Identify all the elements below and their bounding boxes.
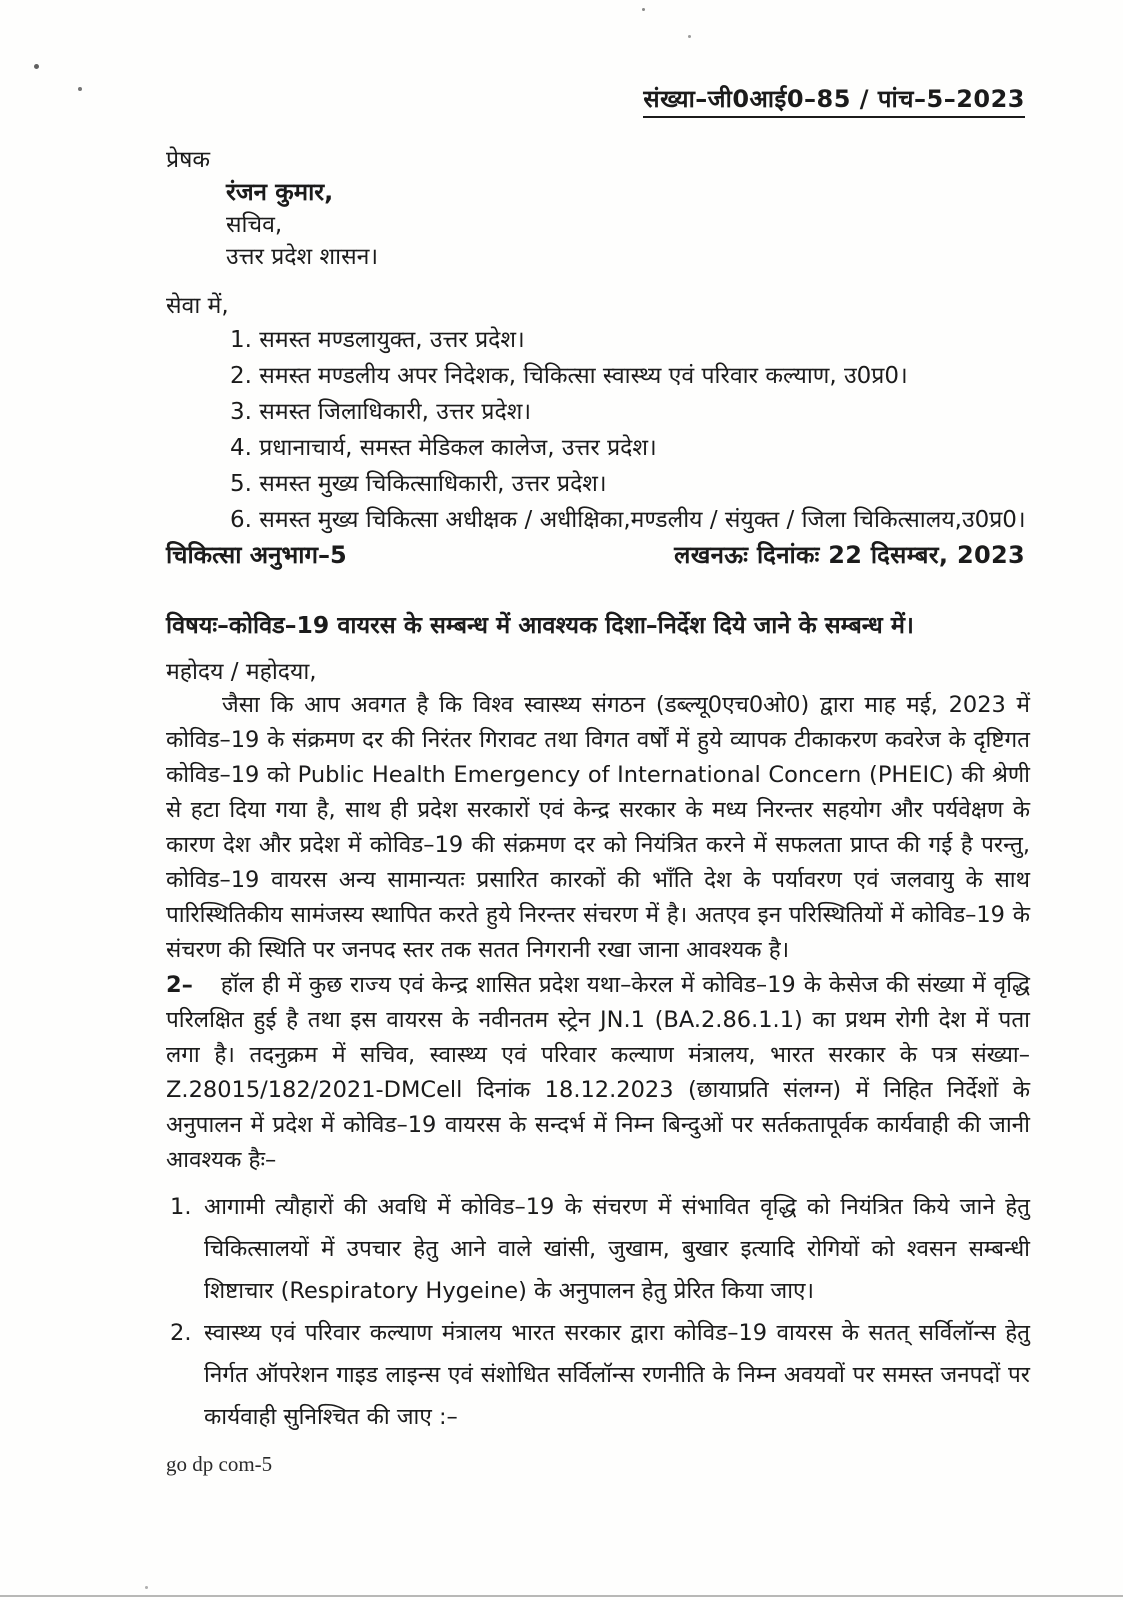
recipients-label: सेवा में, (166, 293, 229, 319)
recipient-item: समस्त मुख्य चिकित्साधिकारी, उत्तर प्रदेश। (259, 471, 607, 497)
footer-mark: go dp com-5 (166, 1452, 273, 1476)
sender-block (226, 176, 378, 274)
paragraph-2-number: 2– (166, 972, 193, 998)
recipients-list (230, 322, 1073, 538)
scan-artifact-dot (688, 35, 691, 38)
section-date-line (166, 538, 1025, 571)
paragraph-2 (166, 968, 1030, 1178)
scan-edge-line (0, 1595, 1123, 1597)
sender-label: प्रेषक (166, 147, 211, 173)
place-date: लखनऊः दिनांकः 22 दिसम्बर, 2023 (674, 541, 1025, 569)
paragraph-1: जैसा कि आप अवगत है कि विश्व स्वास्थ्य संगठन (डब्ल्यू0एच0ओ0) द्वारा माह मई, 2023 में कोविड–19 के संक्रमण दर की निरंतर गिरावट तथा विगत वर्षों में हुये व्यापक टीकाकरण कवरेज के दृष्टिगत कोविड–19 को Public Health Emergency of International Concern (PHEIC) की श्रेणी से हटा दिया गया है, साथ ही प्रदेश सरकारों एवं केन्द्र सरकार के मध्य निरन्तर सहयोग और पर्यवेक्षण के कारण देश और प्रदेश में कोविड–19 की संक्रमण दर को नियंत्रित करने में सफलता प्राप्त की गई है परन्तु, कोविड–19 वायरस अन्य सामान्यतः प्रसारित कारकों की भाँति देश के पर्यावरण एवं जलवायु के साथ पारिस्थितिकीय सामंजस्य स्थापित करते हुये निरन्तर संचरण में है। अतएव इन परिस्थितियों में कोविड–19 के संचरण की स्थिति पर जनपद स्तर तक सतत निगरानी रखा जाना आवश्यक है। (166, 692, 1030, 963)
sender-designation: सचिव, (226, 211, 283, 238)
subject-line: विषयः–कोविड–19 वायरस के सम्बन्ध में आवश्यक दिशा–निर्देश दिये जाने के सम्बन्ध में। (166, 611, 914, 639)
scan-artifact-dot (34, 64, 39, 69)
scan-artifact-dot (78, 87, 82, 91)
recipient-item: समस्त जिलाधिकारी, उत्तर प्रदेश। (259, 399, 532, 425)
recipient-item: समस्त मुख्य चिकित्सा अधीक्षक / अधीक्षिका,मण्डलीय / संयुक्त / जिला चिकित्सालय,उ0प्र0। (259, 507, 1026, 533)
section-label: चिकित्सा अनुभाग–5 (166, 541, 347, 569)
recipient-item: प्रधानाचार्य, समस्त मेडिकल कालेज, उत्तर प्रदेश। (259, 435, 657, 461)
scan-artifact-dot (642, 8, 645, 11)
paragraph-2-text: हॉल ही में कुछ राज्य एवं केन्द्र शासित प्रदेश यथा–केरल में कोविड–19 के केसेज की संख्या में वृद्धि परिलक्षित हुई है तथा इस वायरस के नवीनतम स्ट्रेन JN.1 (BA.2.86.1.1) का प्रथम रोगी देश में पता लगा है। तदनुक्रम में सचिव, स्वास्थ्य एवं परिवार कल्याण मंत्रालय, भारत सरकार के पत्र संख्या–Z.28015/182/2021-DMCell दिनांक 18.12.2023 (छायाप्रति संलग्न) में निहित निर्देशों के अनुपालन में प्रदेश में कोविड–19 वायरस के सन्दर्भ में निम्न बिन्दुओं पर सर्तकतापूर्वक कार्यवाही की जानी आवश्यक हैः– (166, 972, 1030, 1173)
reference-number-line (168, 82, 1025, 115)
recipient-item: समस्त मण्डलायुक्त, उत्तर प्रदेश। (259, 327, 525, 353)
sender-name: रंजन कुमार, (226, 178, 334, 206)
recipient-item: समस्त मण्डलीय अपर निदेशक, चिकित्सा स्वास्थ्य एवं परिवार कल्याण, उ0प्र0। (259, 363, 908, 389)
reference-number: संख्या–जी0आई0–85 / पांच–5–2023 (643, 85, 1025, 118)
salutation: महोदय / महोदया, (166, 659, 317, 685)
scan-artifact-dot (145, 1586, 148, 1589)
action-item: आगामी त्यौहारों की अवधि में कोविड–19 के संचरण में संभावित वृद्धि को नियंत्रित किये जाने हेतु चिकित्सालयों में उपचार हेतु आने वाले खांसी, जुखाम, बुखार इत्यादि रोगियों को श्वसन सम्बन्धी शिष्टाचार (Respiratory Hygeine) के अनुपालन हेतु प्रेरित किया जाए। (204, 1194, 1030, 1304)
action-item: स्वास्थ्य एवं परिवार कल्याण मंत्रालय भारत सरकार द्वारा कोविड–19 वायरस के सतत् सर्विलॉन्स हेतु निर्गत ऑपरेशन गाइड लाइन्स एवं संशोधित सर्विलॉन्स रणनीति के निम्न अवयवों पर समस्त जनपदों पर कार्यवाही सुनिश्चित की जाए :– (204, 1320, 1030, 1430)
letter-body (166, 688, 1030, 1438)
sender-organization: उत्तर प्रदेश शासन। (226, 244, 379, 270)
action-items-list (166, 1186, 1030, 1438)
